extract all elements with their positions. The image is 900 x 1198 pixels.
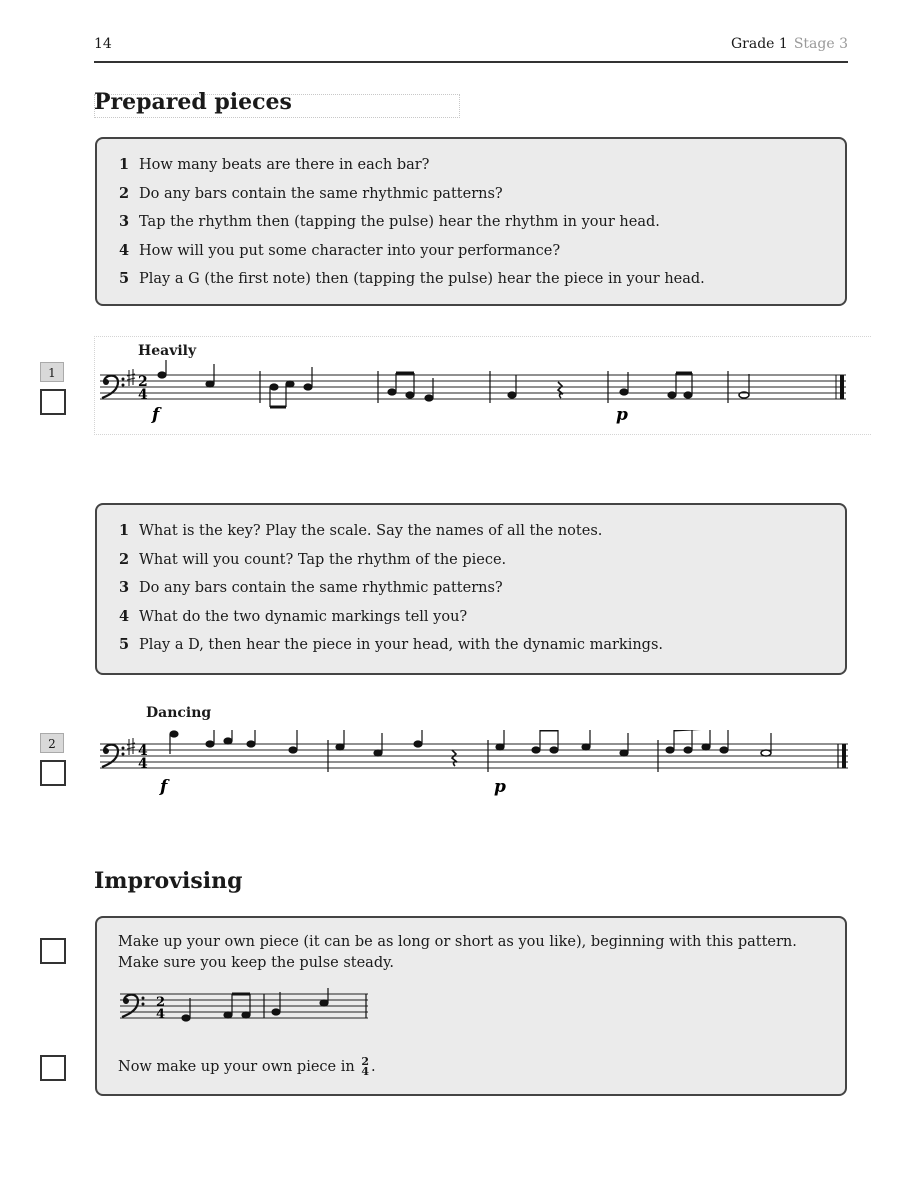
question-item: 2 What will you count? Tap the rhythm of the piece. xyxy=(119,550,507,568)
tempo-marking-2: Dancing xyxy=(146,705,212,721)
music-staff-2 xyxy=(96,730,856,800)
notes-pattern xyxy=(182,988,366,1021)
improvising-instruction-1: Make up your own piece (it can be as long or short as you like), beginning with this pattern. xyxy=(118,934,797,950)
piece-number-badge-2: 2 xyxy=(40,733,64,753)
checkbox-piece-1[interactable] xyxy=(40,389,66,415)
music-staff-1 xyxy=(96,360,856,430)
key-signature xyxy=(127,738,135,755)
question-item: 4 What do the two dynamic markings tell you? xyxy=(119,607,468,625)
question-item: 1 How many beats are there in each bar? xyxy=(119,156,430,173)
svg-text:2: 2 xyxy=(156,995,166,1010)
question-item: 3 Tap the rhythm then (tapping the pulse) hear the rhythm in your head. xyxy=(119,213,660,231)
page-number: 14 xyxy=(94,36,112,52)
piece-number-badge-1: 1 xyxy=(40,362,64,382)
section-title-improvising: Improvising xyxy=(94,868,243,894)
dynamic-piano-2: p xyxy=(494,777,506,797)
notes-piece-1 xyxy=(158,360,842,407)
improvising-instruction-3: Now make up your own piece in 2 4 . xyxy=(118,1055,376,1078)
question-item: 4 How will you put some character into your performance? xyxy=(119,241,561,259)
question-item: 2 Do any bars contain the same rhythmic patterns? xyxy=(119,184,503,202)
checkbox-improvising-1[interactable] xyxy=(40,938,66,964)
tempo-marking-1: Heavily xyxy=(138,343,197,359)
question-item: 3 Do any bars contain the same rhythmic patterns? xyxy=(119,579,503,597)
header-rule xyxy=(94,61,848,63)
dynamic-forte-2: f xyxy=(160,777,168,797)
time-signature-bottom: 4 xyxy=(138,756,148,772)
dynamic-piano-1: p xyxy=(616,405,628,425)
grade-label: Grade 1 xyxy=(731,36,788,52)
dynamic-forte-1: f xyxy=(152,405,160,425)
svg-text:4: 4 xyxy=(156,1007,166,1022)
section-title-prepared: Prepared pieces xyxy=(94,89,292,115)
key-signature xyxy=(127,369,135,386)
time-signature-top: 2 xyxy=(138,374,148,390)
question-item: 5 Play a G (the first note) then (tapping the pulse) hear the piece in your head. xyxy=(119,270,705,288)
starting-pattern-staff xyxy=(118,988,378,1028)
notes-piece-2 xyxy=(170,730,844,772)
time-signature-inline: 2 4 xyxy=(361,1055,369,1078)
time-signature-bottom: 4 xyxy=(138,387,148,403)
question-box-2 xyxy=(95,503,847,675)
question-item: 5 Play a D, then hear the piece in your head, with the dynamic markings. xyxy=(119,636,664,654)
question-list-2 xyxy=(119,517,845,660)
checkbox-improvising-2[interactable] xyxy=(40,1055,66,1081)
question-list-1 xyxy=(119,151,845,294)
improvising-instruction-2: Make sure you keep the pulse steady. xyxy=(118,955,394,971)
checkbox-piece-2[interactable] xyxy=(40,760,66,786)
question-box-1 xyxy=(95,137,847,306)
time-signature-top: 4 xyxy=(138,743,148,759)
question-item: 1 What is the key? Play the scale. Say the names of all the notes. xyxy=(119,522,603,539)
running-header xyxy=(731,36,848,52)
stage-label: Stage 3 xyxy=(793,36,848,52)
